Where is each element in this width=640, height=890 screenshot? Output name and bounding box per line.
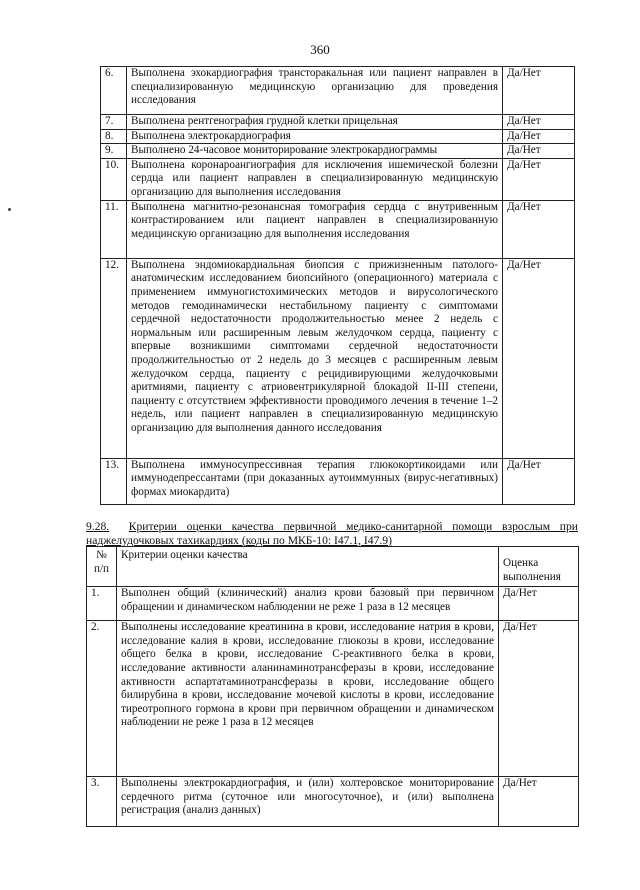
row-number: 2. <box>87 621 117 777</box>
row-number: 8. <box>101 129 127 144</box>
page-number: 360 <box>310 42 330 57</box>
row-number: 7. <box>101 115 127 130</box>
table-row <box>87 587 579 621</box>
section-heading <box>86 520 578 547</box>
result-value: Да/Нет <box>503 115 575 130</box>
table-row <box>87 777 579 827</box>
row-number: 9. <box>101 144 127 159</box>
criterion-text: Выполнены исследование креатинина в крови, исследование натрия в крови, исследование калия в крови, исследование глюкозы в крови, исследование общего белка в крови, исследование С-реактивного белка в крови, исследование активности аланинаминотрансферазы в крови, исследование активности аспартатаминотрансферазы в крови, исследование общего билирубина в крови, исследование мочевой кислоты в крови, исследование тиреотропного гормона в крови при первичном обращении и динамическом наблюдении не реже 1 раза в 12 месяцев <box>117 621 499 777</box>
result-value: Да/Нет <box>503 200 575 258</box>
section-title: Критерии оценки качества первичной медико-санитарной помощи взрослым при наджелудочковых тахикардиях (коды по МКБ-10: I47.1, I47.9) <box>86 520 579 547</box>
header-result: Оценка выполнения <box>499 547 579 587</box>
result-value: Да/Нет <box>503 67 575 115</box>
result-value: Да/Нет <box>503 458 575 504</box>
row-number: 11. <box>101 200 127 258</box>
table-row <box>101 458 575 504</box>
table-row <box>101 144 575 159</box>
result-value: Да/Нет <box>499 621 579 777</box>
table-row <box>101 115 575 130</box>
row-number: 6. <box>101 67 127 115</box>
criteria-table-continued <box>100 66 575 505</box>
scan-dot <box>8 208 11 211</box>
criterion-text: Выполнена эндомиокардиальная биопсия с прижизненным патолого-анатомическим исследованием биопсийного (операционного) материала с применением иммуногистохимических методов и вирусологического методов гемодинамически нестабильному пациенту с симптомами сердечной недостаточности продолжительностью менее 2 недель с нормальным или расширенным левым желудочком сердца, пациенту с впервые возникшими симптомами сердечной недостаточности продолжительностью от 2 недель до 3 месяцев с расширенным левым желудочком сердца, пациенту с рецидивирующими желудочковыми аритмиями, пациенту с атриовентрикулярной блокадой II-III степени, пациенту с отсутствием эффективности проводимого лечения в течение 1–2 недель, или пациент направлен в специализированную медицинскую организацию для выполнения данного исследования <box>127 258 503 458</box>
result-value: Да/Нет <box>503 258 575 458</box>
criterion-text: Выполнен общий (клинический) анализ крови базовый при первичном обращении и динамическом наблюдении не реже 1 раза в 12 месяцев <box>117 587 499 621</box>
table-row <box>101 158 575 200</box>
criterion-text: Выполнена иммуносупрессивная терапия глюкокортикоидами или иммунодепрессантами (при доказанных аутоиммунных (вирус-негативных) формах миокардита) <box>127 458 503 504</box>
table-row <box>101 129 575 144</box>
result-value: Да/Нет <box>503 144 575 159</box>
row-number: 1. <box>87 587 117 621</box>
table-row <box>101 67 575 115</box>
result-value: Да/Нет <box>503 158 575 200</box>
row-number: 3. <box>87 777 117 827</box>
criteria-table-9-28 <box>86 546 579 827</box>
criterion-text: Выполнена магнитно-резонансная томография сердца с внутривенным контрастированием или пациент направлен в специализированную медицинскую организацию для выполнения исследования <box>127 200 503 258</box>
table-row <box>101 258 575 458</box>
criterion-text: Выполнена эхокардиография трансторакальная или пациент направлен в специализированную медицинскую организацию для проведения исследования <box>127 67 503 115</box>
table-row <box>87 621 579 777</box>
criterion-text: Выполнено 24-часовое мониторирование электрокардиограммы <box>127 144 503 159</box>
criterion-text: Выполнена рентгенография грудной клетки прицельная <box>127 115 503 130</box>
criterion-text: Выполнена электрокардиография <box>127 129 503 144</box>
table-row <box>101 200 575 258</box>
criterion-text: Выполнены электрокардиография, и (или) холтеровское мониторирование сердечного ритма (суточное или многосуточное), и (или) выполнена регистрация (анализ данных) <box>117 777 499 827</box>
table-header-row <box>87 547 579 587</box>
result-value: Да/Нет <box>499 777 579 827</box>
result-value: Да/Нет <box>499 587 579 621</box>
row-number: 10. <box>101 158 127 200</box>
row-number: 12. <box>101 258 127 458</box>
criterion-text: Выполнена коронароангиография для исключения ишемической болезни сердца или пациент направлен в специализированную медицинскую организацию для выполнения исследования <box>127 158 503 200</box>
header-number: № п/п <box>87 547 117 587</box>
result-value: Да/Нет <box>503 129 575 144</box>
section-number: 9.28. <box>86 520 110 533</box>
row-number: 13. <box>101 458 127 504</box>
header-criteria: Критерии оценки качества <box>117 547 499 587</box>
